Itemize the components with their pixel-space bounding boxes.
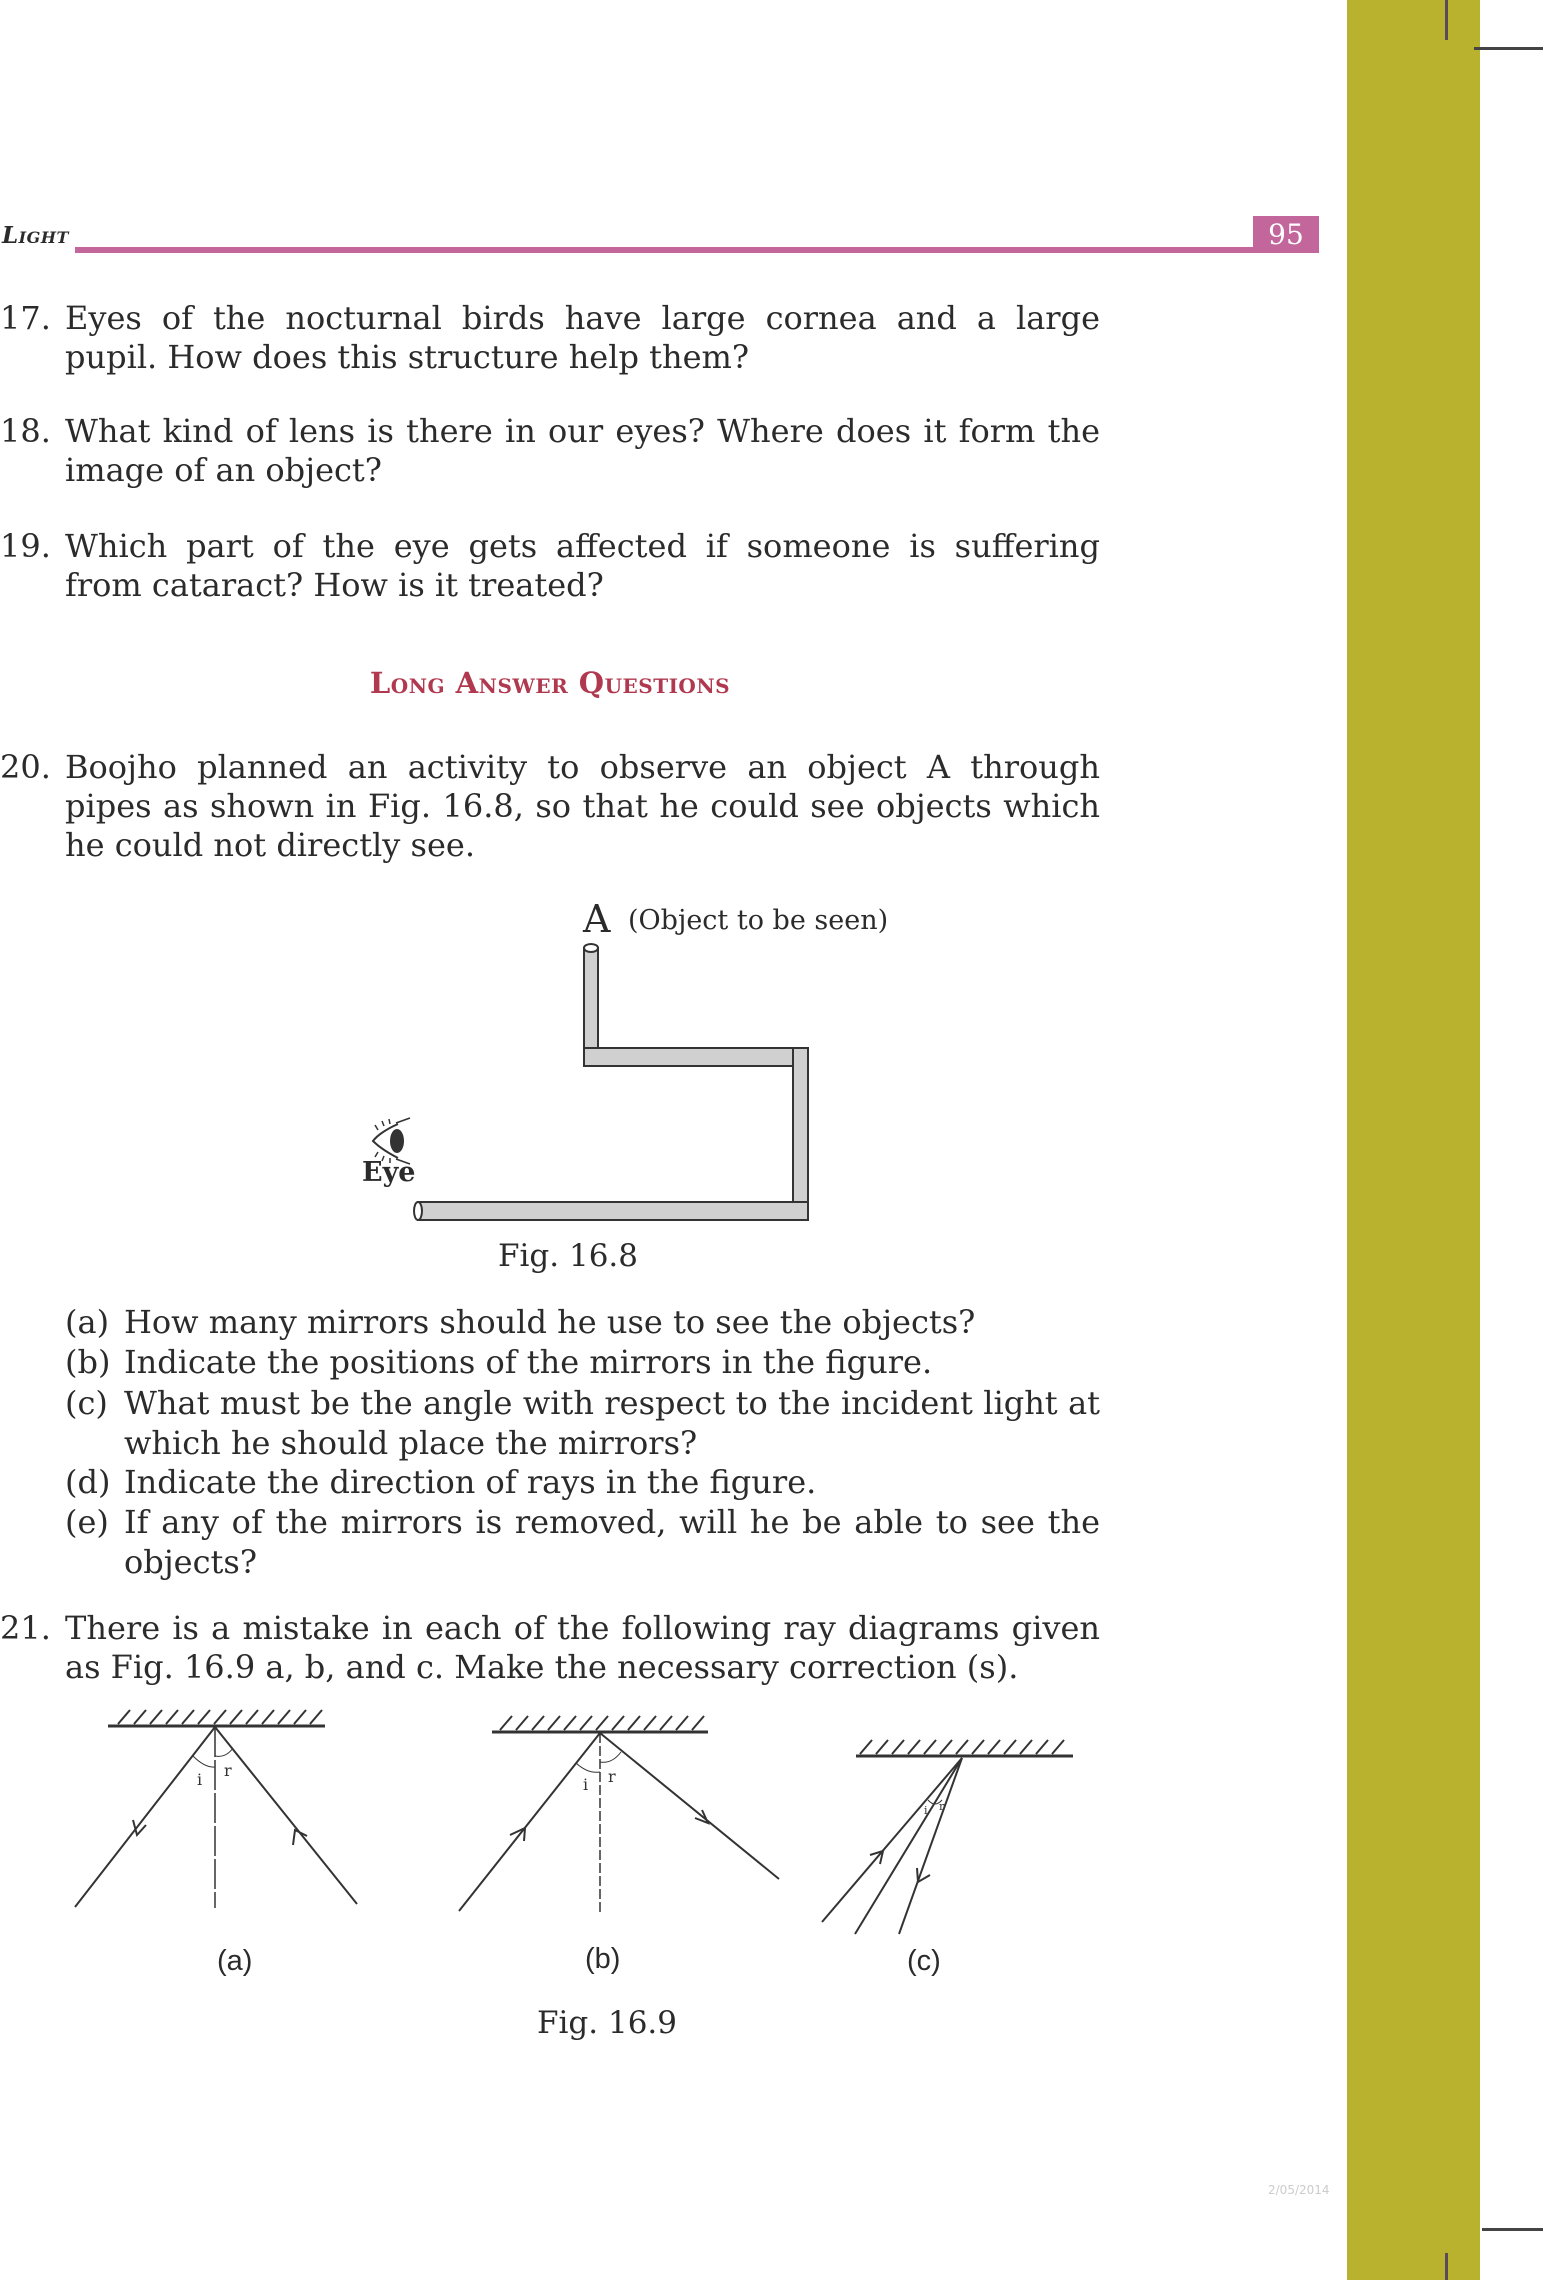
question-number: 19. xyxy=(0,527,51,565)
question-number: 17. xyxy=(0,299,51,337)
pipe-eye-opening xyxy=(414,1202,422,1220)
question-text: Boojho planned an activity to observe an object A through pipes as shown in Fig. 16.8, so that he could see objects which he could not directly see. xyxy=(65,748,1100,864)
page-number-badge: 95 xyxy=(1253,216,1319,253)
page-edge-sidebar xyxy=(1347,0,1480,2280)
figure-caption-16-9: Fig. 16.9 xyxy=(537,2005,677,2041)
diagram-b-label: (b) xyxy=(585,1943,621,1975)
pipe-bottom-horizontal xyxy=(418,1202,808,1220)
pipe-top-horizontal xyxy=(584,1048,808,1066)
question-20 xyxy=(0,748,1100,865)
question-number: 20. xyxy=(0,748,51,786)
subpart-label: (b) xyxy=(65,1343,111,1381)
svg-text:i: i xyxy=(924,1804,928,1817)
subpart-a xyxy=(65,1303,1100,1343)
question-21 xyxy=(0,1609,1100,1687)
chapter-running-head: Light xyxy=(2,222,69,249)
question-text: There is a mistake in each of the following ray diagrams given as Fig. 16.9 a, b, and c. Make the necessary correction (s). xyxy=(65,1609,1100,1686)
pipe-top-opening xyxy=(584,944,598,952)
subpart-d xyxy=(65,1463,1100,1503)
subpart-label: (a) xyxy=(65,1303,110,1341)
subpart-text: If any of the mirrors is removed, will he be able to see the objects? xyxy=(124,1503,1100,1581)
question-18 xyxy=(0,412,1100,490)
crop-mark-bottom xyxy=(1445,2253,1448,2280)
diagram-a-label: (a) xyxy=(217,1945,253,1977)
question-text: Eyes of the nocturnal birds have large cornea and a large pupil. How does this structure help them? xyxy=(65,299,1100,376)
pipe-diagram xyxy=(360,940,860,1160)
svg-text:i: i xyxy=(197,1770,203,1789)
eye-label: Eye xyxy=(362,1157,416,1188)
object-a-letter: A xyxy=(583,897,611,941)
diagram-c-label: (c) xyxy=(907,1945,941,1977)
ray-diagram-b xyxy=(440,1690,800,1930)
svg-text:i: i xyxy=(583,1775,589,1794)
print-date-stamp: 2/05/2014 xyxy=(1268,2183,1330,2197)
svg-text:r: r xyxy=(608,1767,616,1786)
subpart-b xyxy=(65,1343,1100,1383)
subpart-label: (e) xyxy=(65,1503,109,1541)
subpart-text: How many mirrors should he use to see the objects? xyxy=(124,1303,976,1341)
question-19 xyxy=(0,527,1100,605)
question-text: What kind of lens is there in our eyes? Where does it form the image of an object? xyxy=(65,412,1100,489)
question-text: Which part of the eye gets affected if someone is suffering from cataract? How is it treated? xyxy=(65,527,1100,604)
svg-text:r: r xyxy=(939,1800,945,1813)
question-number: 18. xyxy=(0,412,51,450)
subpart-e xyxy=(65,1503,1100,1582)
crop-mark-top-right xyxy=(1474,47,1543,50)
subpart-c xyxy=(65,1384,1100,1463)
crop-mark-bottom-right xyxy=(1482,2228,1543,2231)
pipe-right-vertical xyxy=(793,1048,808,1220)
subpart-label: (d) xyxy=(65,1463,111,1501)
subpart-label: (c) xyxy=(65,1384,108,1422)
question-17 xyxy=(0,299,1100,377)
subpart-text: Indicate the positions of the mirrors in the figure. xyxy=(124,1343,933,1381)
subpart-text: Indicate the direction of rays in the figure. xyxy=(124,1463,817,1501)
header-rule xyxy=(75,247,1255,253)
object-a-label: (Object to be seen) xyxy=(628,905,889,936)
crop-mark-top xyxy=(1445,0,1448,40)
question-number: 21. xyxy=(0,1609,51,1647)
subpart-text: What must be the angle with respect to the incident light at which he should place the mirrors? xyxy=(124,1384,1100,1462)
ray-diagram-c xyxy=(800,1700,1100,1940)
svg-text:r: r xyxy=(224,1761,232,1780)
ray-diagram-a xyxy=(60,1690,380,1930)
figure-caption-16-8: Fig. 16.8 xyxy=(498,1238,638,1274)
section-title: Long Answer Questions xyxy=(369,666,731,700)
